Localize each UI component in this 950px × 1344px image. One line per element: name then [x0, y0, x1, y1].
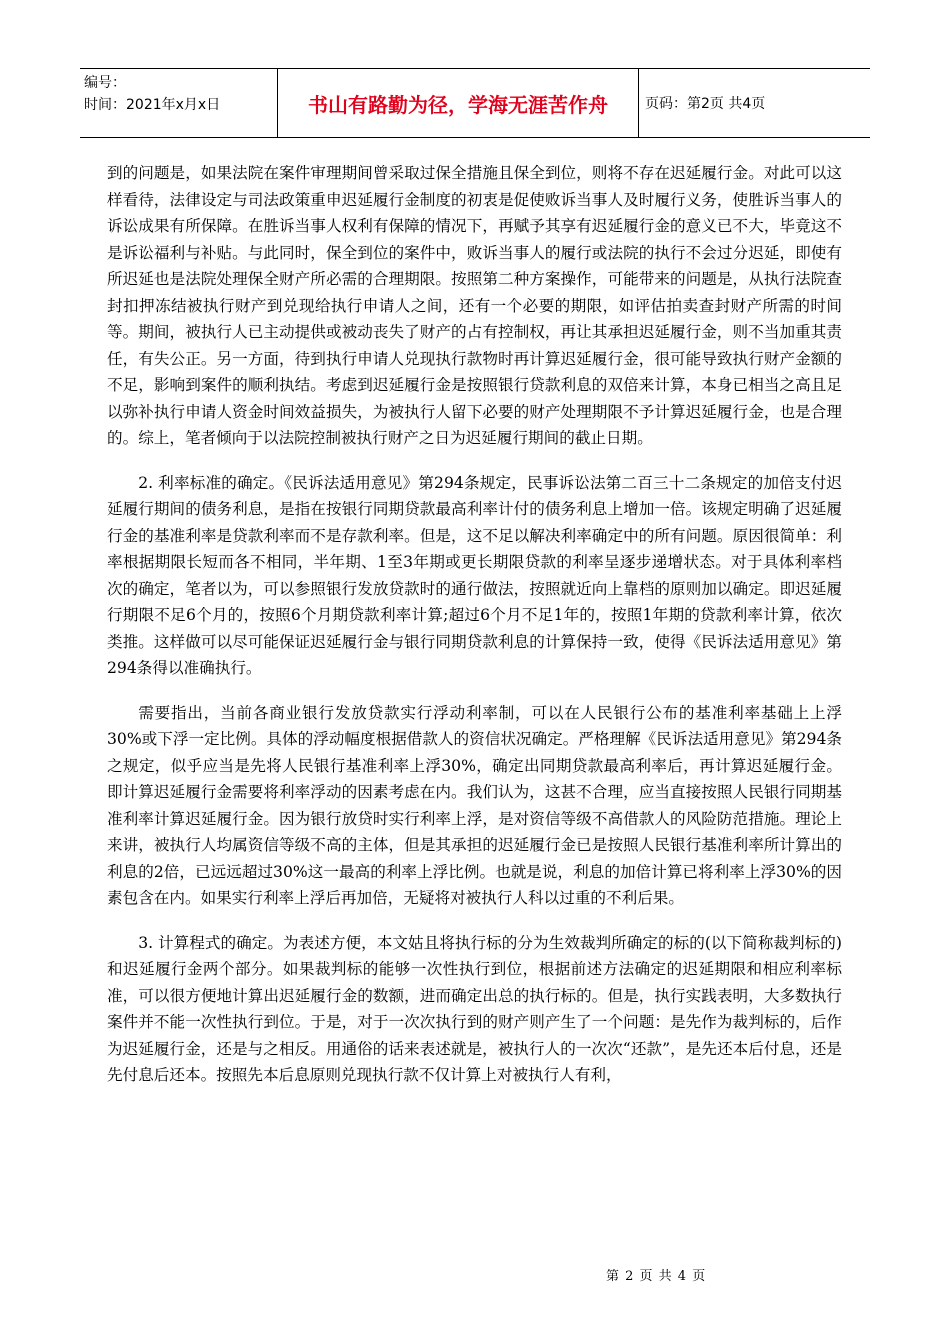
page-header — [80, 68, 870, 138]
time-label: 时间：2021年x月x日 — [84, 97, 221, 113]
number-label: 编号： — [84, 75, 126, 91]
document-body — [107, 160, 842, 1107]
header-motto: 书山有路勤为径，学海无涯苦作舟 — [278, 69, 639, 137]
page-footer: 第 2 页 共 4 页 — [606, 1269, 707, 1284]
paragraph-3: 需要指出，当前各商业银行发放贷款实行浮动利率制，可以在人民银行公布的基准利率基础上上浮30%或下浮一定比例。具体的浮动幅度根据借款人的资信状况确定。严格理解《民诉法适用意见》第294条之规定，似乎应当是先将人民银行基准利率上浮30%，确定出同期贷款最高利率后，再计算迟延履行金。即计算迟延履行金需要将利率浮动的因素考虑在内。我们认为，这甚不合理，应当直接按照人民银行同期基准利率计算迟延履行金。因为银行放贷时实行利率上浮，是对资信等级不高借款人的风险防范措施。理论上来讲，被执行人均属资信等级不高的主体，但是其承担的迟延履行金已是按照人民银行基准利率所计算出的利息的2倍，已远远超过30%这一最高的利率上浮比例。也就是说，利息的加倍计算已将利率上浮30%的因素包含在内。如果实行利率上浮后再加倍，无疑将对被执行人科以过重的不利后果。 — [107, 703, 842, 907]
header-meta — [80, 69, 278, 137]
header-page-info: 页码：第2页 共4页 — [645, 96, 766, 112]
paragraph-1: 到的问题是，如果法院在案件审理期间曾采取过保全措施且保全到位，则将不存在迟延履行金。对此可以这样看待，法律设定与司法政策重申迟延履行金制度的初衷是促使败诉当事人及时履行义务，使胜诉当事人的诉讼成果有所保障。在胜诉当事人权利有保障的情况下，再赋予其享有迟延履行金的意义已不大，毕竟这不是诉讼福利与补贴。与此同时，保全到位的案件中，败诉当事人的履行或法院的执行不会过分迟延，即使有所迟延也是法院处理保全财产所必需的合理期限。按照第二种方案操作，可能带来的问题是，从执行法院查封扣押冻结被执行财产到兑现给执行申请人之间，还有一个必要的期限，如评估拍卖查封财产所需的时间等。期间，被执行人已主动提供或被动丧失了财产的占有控制权，再让其承担迟延履行金，则不当加重其责任，有失公正。另一方面，待到执行申请人兑现执行款物时再计算迟延履行金，很可能导致执行财产金额的不足，影响到案件的顺利执结。考虑到迟延履行金是按照银行贷款利息的双倍来计算，本身已相当之高且足以弥补执行申请人资金时间效益损失，为被执行人留下必要的财产处理期限不予计算迟延履行金，也是合理的。综上，笔者倾向于以法院控制被执行财产之日为迟延履行期间的截止日期。 — [107, 164, 842, 447]
paragraph-4: 3. 计算程式的确定。为表述方便，本文姑且将执行标的分为生效裁判所确定的标的(以下简称裁判标的)和迟延履行金两个部分。如果裁判标的能够一次性执行到位，根据前述方法确定的迟延期限和相应利率标准，可以很方便地计算出迟延履行金的数额，进而确定出总的执行标的。但是，执行实践表明，大多数执行案件并不能一次性执行到位。于是，对于一次次执行到的财产则产生了一个问题：是先作为裁判标的，后作为迟延履行金，还是与之相反。用通俗的话来表述就是，被执行人的一次次“还款”，是先还本后付息，还是先付息后还本。按照先本后息原则兑现执行款不仅计算上对被执行人有利， — [107, 933, 842, 1084]
paragraph-2: 2. 利率标准的确定。《民诉法适用意见》第294条规定，民事诉讼法第二百三十二条规定的加倍支付迟延履行期间的债务利息，是指在按银行同期贷款最高利率计付的债务利息上增加一倍。该规定明确了迟延履行金的基准利率是贷款利率而不是存款利率。但是，这不足以解决利率确定中的所有问题。原因很简单：利率根据期限长短而各不相同，半年期、1至3年期或更长期限贷款的利率呈逐步递增状态。对于具体利率档次的确定，笔者以为，可以参照银行发放贷款时的通行做法，按照就近向上靠档的原则加以确定。即迟延履行期限不足6个月的，按照6个月期贷款利率计算;超过6个月不足1年的，按照1年期的贷款利率计算，依次类推。这样做可以尽可能保证迟延履行金与银行同期贷款利息的计算保持一致，使得《民诉法适用意见》第294条得以准确执行。 — [107, 473, 842, 677]
